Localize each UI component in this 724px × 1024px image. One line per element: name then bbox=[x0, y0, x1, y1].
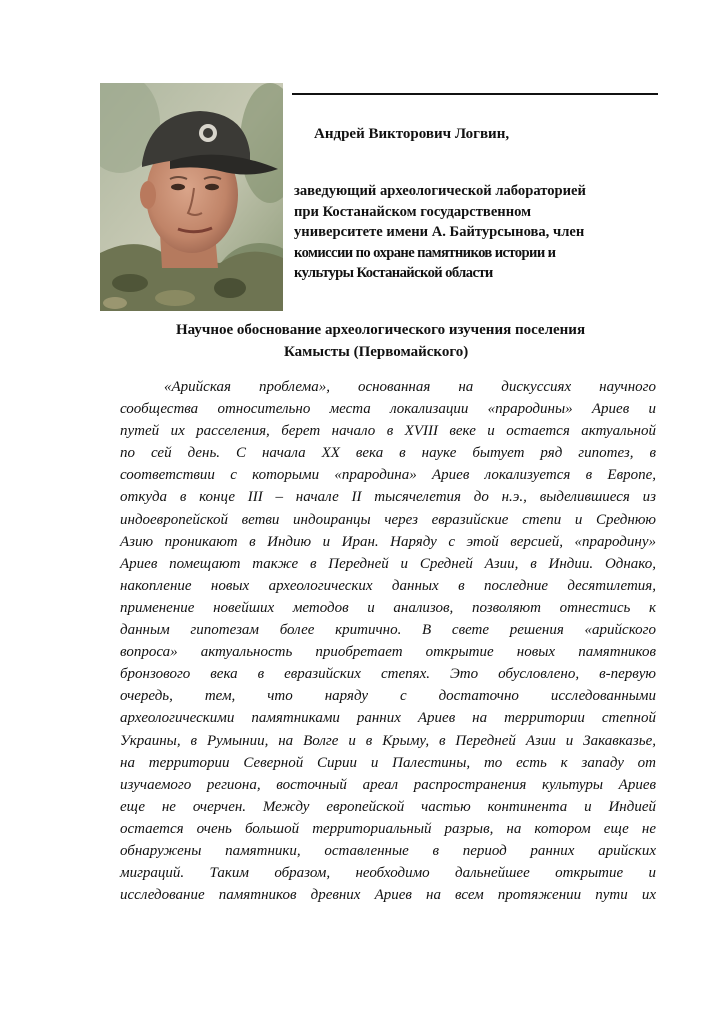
header-rule bbox=[292, 93, 658, 95]
body-line: вопроса» актуальность приобретает открытие новых памятников bbox=[120, 644, 656, 661]
article-title-line: Камысты (Первомайского) bbox=[284, 344, 469, 360]
body-line: Ариев помещают также в Передней и Средней Азии, в Индии. Однако, bbox=[120, 555, 656, 572]
body-line: откуда в конце III – начале II тысячелетия до н.э., выделившиеся из bbox=[120, 489, 656, 506]
body-line: накопление новых археологических данных в последние десятилетия, bbox=[120, 577, 656, 594]
body-line: обнаружены памятники, оставленные в период ранних арийских bbox=[120, 842, 656, 859]
body-line: Украины, в Румынии, на Волге и в Крыму, в Передней Азии и Закавказье, bbox=[120, 732, 656, 749]
author-title-line: комиссии по охране памятников истории и bbox=[294, 244, 556, 261]
body-line: еще не очерчен. Между европейской частью континента и Индией bbox=[120, 798, 656, 815]
author-title-line: культуры Костанайской области bbox=[294, 265, 493, 282]
author-title-line: заведующий археологической лабораторией bbox=[294, 183, 586, 199]
author-title-line: при Костанайском государственном bbox=[294, 203, 532, 220]
article-title-line: Научное обоснование археологического изучения поселения bbox=[176, 322, 586, 338]
body-line: на территории Северной Сирии и Палестины, то есть к западу от bbox=[120, 754, 656, 771]
body-line: исследование памятников древних Ариев на всем протяжении пути их bbox=[120, 887, 656, 904]
body-line: археологическими памятниками ранних Ариев на территории степной bbox=[120, 710, 656, 727]
body-line: «Арийская проблема», основанная на дискуссиях научного bbox=[164, 379, 656, 395]
author-photo bbox=[100, 83, 283, 311]
body-line: очередь, тем, что наряду с достаточно исследованными bbox=[120, 688, 656, 705]
author-name: Андрей Викторович Логвин, bbox=[314, 126, 510, 142]
body-line: бронзового века в евразийских степях. Это обусловлено, в-первую bbox=[120, 666, 656, 683]
body-line: индоевропейской ветви индоиранцы через евразийские степи и Среднюю bbox=[120, 511, 656, 528]
body-line: сообщества относительно места локализации «прародины» Ариев и bbox=[120, 401, 656, 418]
article-body bbox=[120, 376, 656, 906]
body-line: путей их расселения, берет начало в XVIII веке и остается актуальной bbox=[120, 423, 656, 440]
body-line: соответствии с которыми «прародина» Ариев локализуется в Европе, bbox=[120, 467, 656, 484]
article-title bbox=[120, 319, 700, 363]
body-line: данным гипотезам более критично. В свете решения «арийского bbox=[120, 622, 656, 639]
body-line: изучаемого региона, восточный ареал распространения культуры Ариев bbox=[120, 776, 656, 793]
body-line: применение новейших методов и анализов, позволяют отнестись к bbox=[120, 599, 656, 616]
author-portrait-image bbox=[100, 83, 283, 311]
body-line: остается очень большой территориальный разрыв, на котором еще не bbox=[120, 820, 656, 837]
author-title bbox=[294, 181, 674, 284]
body-line: Азию проникают в Индию и Иран. Наряду с этой версией, «прародину» bbox=[120, 533, 656, 550]
body-line: миграций. Таким образом, необходимо дальнейшее открытие и bbox=[120, 865, 656, 882]
author-title-line: университете имени А. Байтурсынова, член bbox=[294, 224, 585, 241]
body-line: по сей день. С начала XX века в науке бытует ряд гипотез, в bbox=[120, 445, 656, 462]
